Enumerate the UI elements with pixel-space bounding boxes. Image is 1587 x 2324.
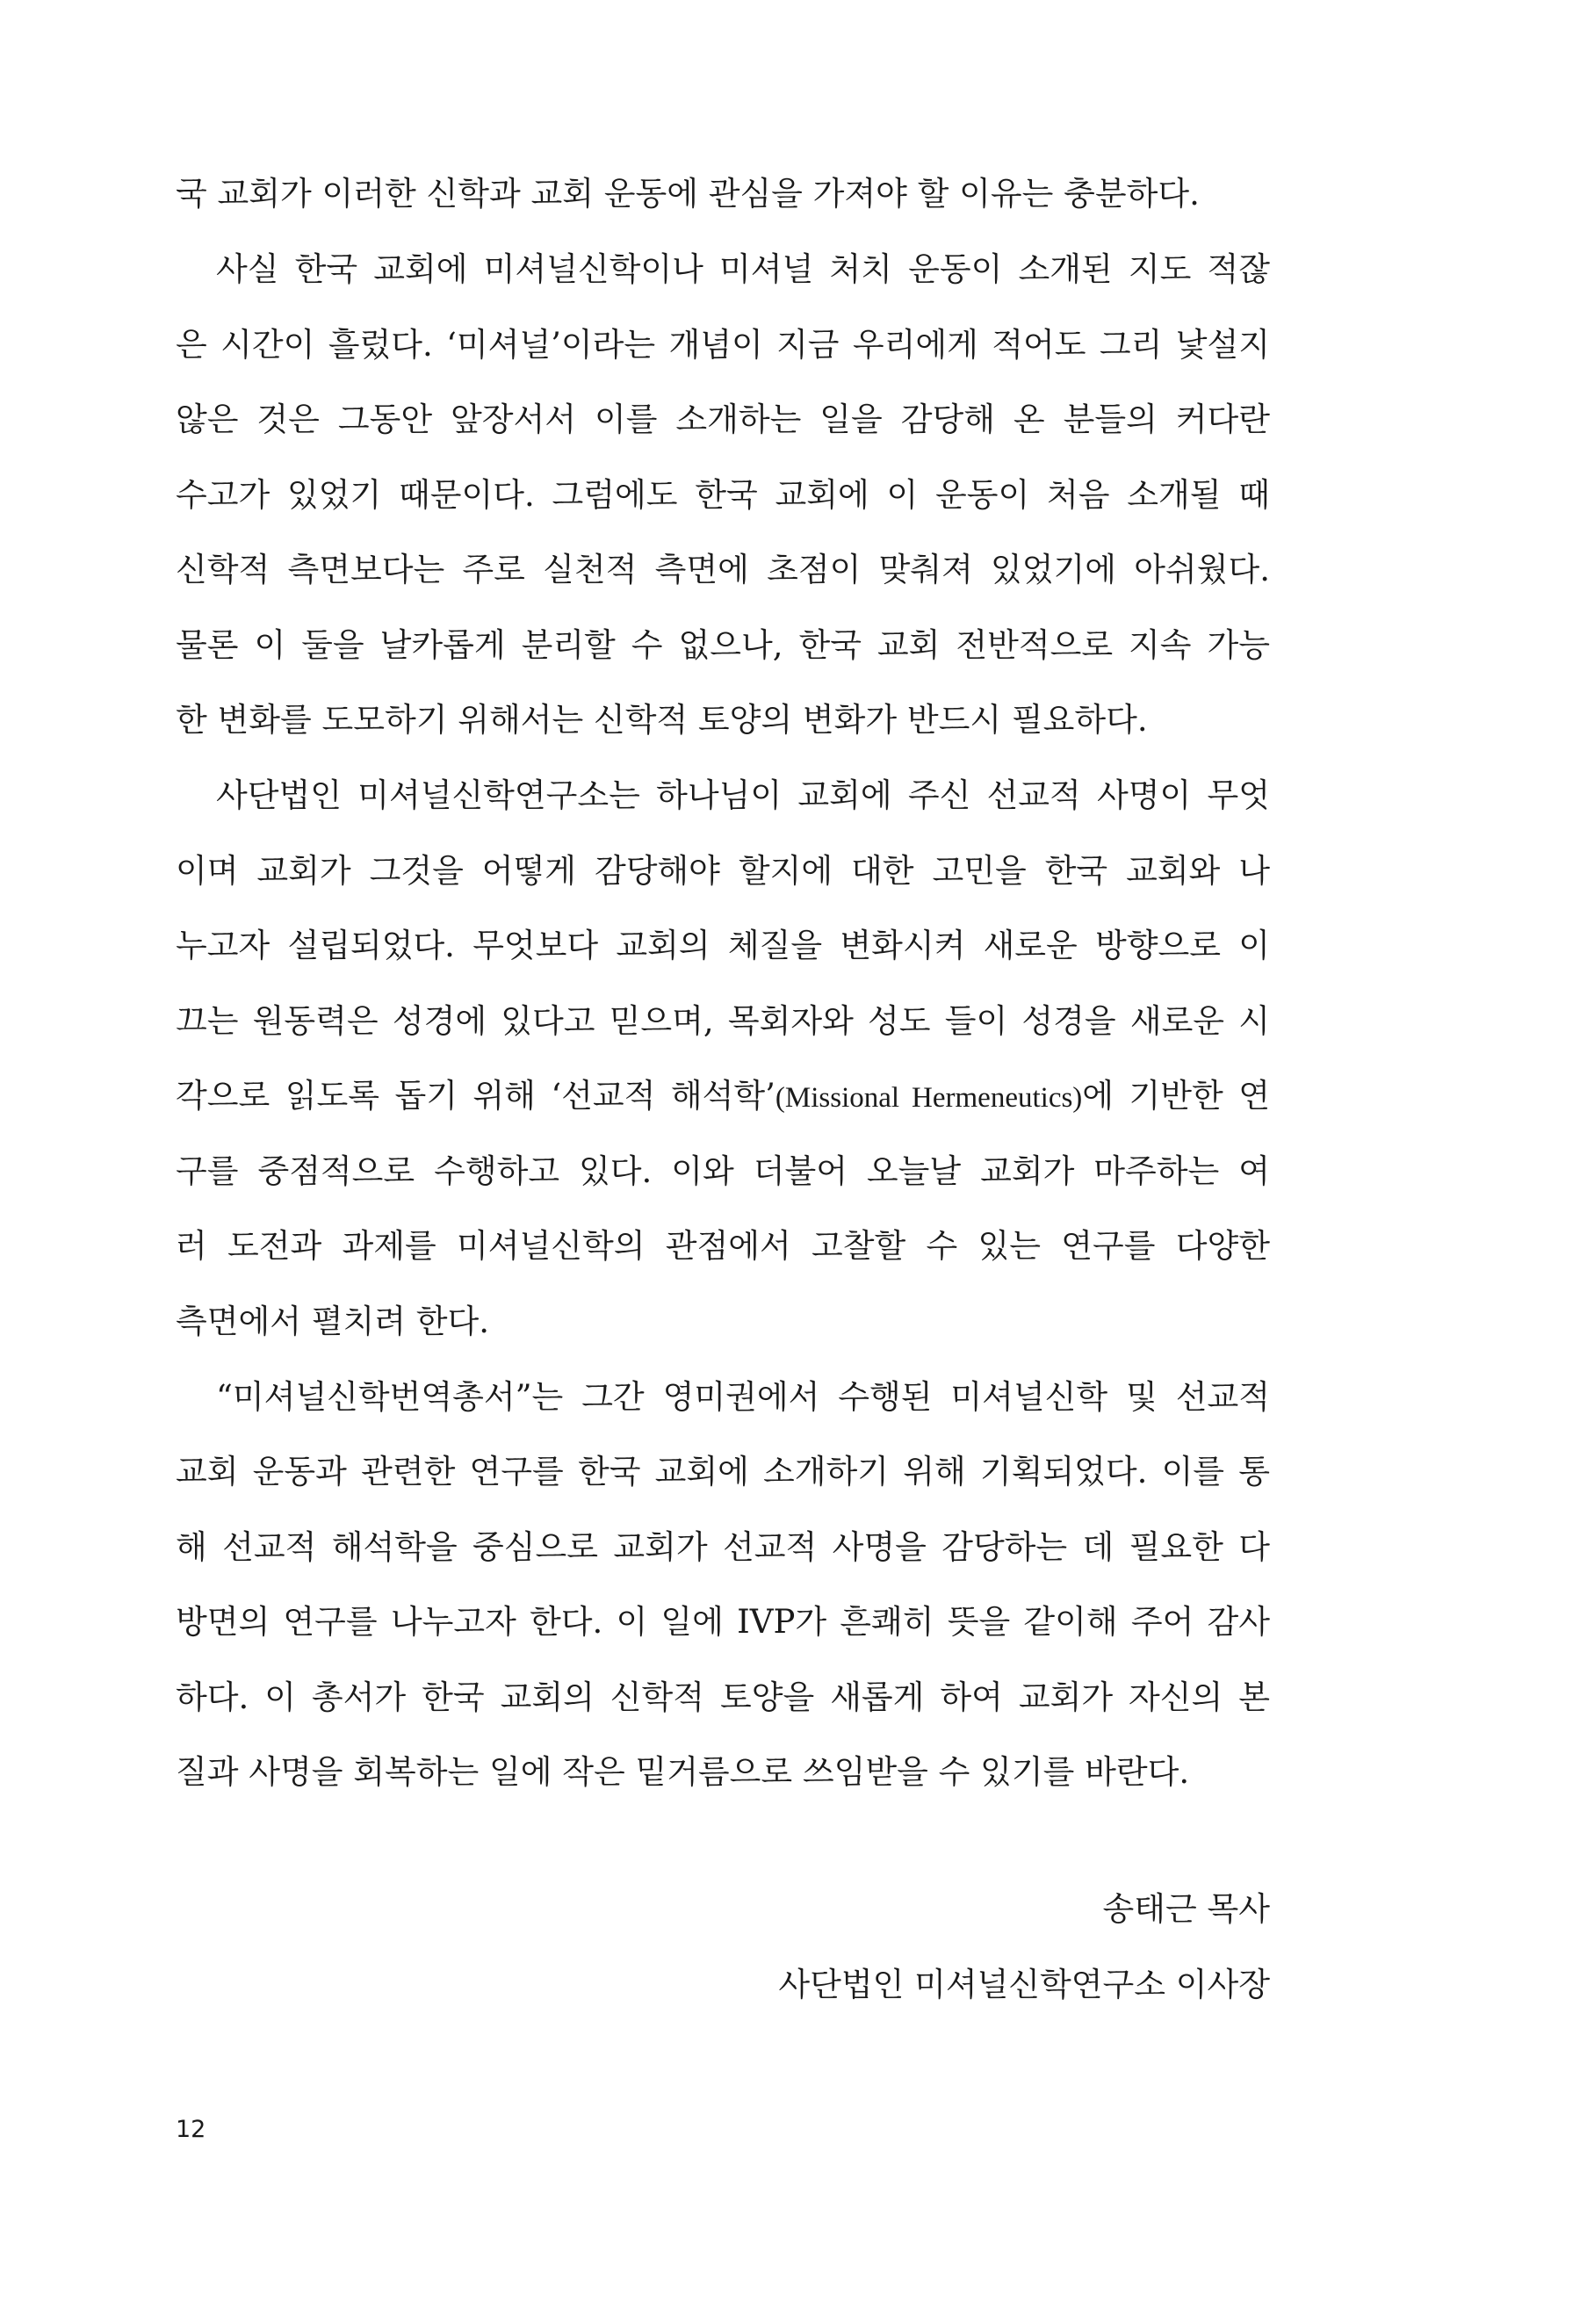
paragraph-line-mixed xyxy=(176,1061,1270,1131)
paragraph-line: 수고가 있었기 때문이다. 그럼에도 한국 교회에 이 운동이 처음 소개될 때 xyxy=(176,476,1270,514)
paragraph-line: 끄는 원동력은 성경에 있다고 믿으며, 목회자와 성도 들이 성경을 새로운 시 xyxy=(176,1002,1270,1040)
paragraph-line: 러 도전과 과제를 미셔널신학의 관점에서 고찰할 수 있는 연구를 다양한 xyxy=(176,1227,1270,1265)
paragraph-line: 해 선교적 해석학을 중심으로 교회가 선교적 사명을 감당하는 데 필요한 다 xyxy=(176,1528,1270,1566)
page-number: 12 xyxy=(176,2116,206,2143)
korean-text: 에 기반한 연 xyxy=(1082,1077,1270,1115)
korean-text: 각으로 읽도록 돕기 위해 ‘선교적 해석학’ xyxy=(176,1077,775,1115)
paragraph-line: 물론 이 둘을 날카롭게 분리할 수 없으나, 한국 교회 전반적으로 지속 가능 xyxy=(176,626,1270,664)
paragraph-line: 누고자 설립되었다. 무엇보다 교회의 체질을 변화시켜 새로운 방향으로 이 xyxy=(176,927,1270,964)
signature-name: 송태근 목사 xyxy=(1102,1890,1270,1928)
paragraph-line: 하다. 이 총서가 한국 교회의 신학적 토양을 새롭게 하여 교회가 자신의 본 xyxy=(176,1678,1270,1716)
paragraph-line: 구를 중점적으로 수행하고 있다. 이와 더불어 오늘날 교회가 마주하는 여 xyxy=(176,1152,1270,1190)
paragraph-line: 사실 한국 교회에 미셔널신학이나 미셔널 처치 운동이 소개된 지도 적잖 xyxy=(216,250,1270,288)
paragraph-line: 국 교회가 이러한 신학과 교회 운동에 관심을 가져야 할 이유는 충분하다. xyxy=(176,175,1200,213)
paragraph-line: 한 변화를 도모하기 위해서는 신학적 토양의 변화가 반드시 필요하다. xyxy=(176,701,1148,739)
paragraph-line: 방면의 연구를 나누고자 한다. 이 일에 IVP가 흔쾌히 뜻을 같이해 주어 감사 xyxy=(176,1603,1270,1641)
paragraph-line: “미셔널신학번역총서”는 그간 영미권에서 수행된 미셔널신학 및 선교적 xyxy=(216,1378,1270,1416)
latin-term: (Missional Hermeneutics) xyxy=(775,1082,1083,1114)
paragraph-line: 질과 사명을 회복하는 일에 작은 밑거름으로 쓰임받을 수 있기를 바란다. xyxy=(176,1753,1190,1791)
paragraph-line: 측면에서 펼치려 한다. xyxy=(176,1303,489,1340)
signature-title: 사단법인 미셔널신학연구소 이사장 xyxy=(778,1966,1270,2003)
paragraph-line: 이며 교회가 그것을 어떻게 감당해야 할지에 대한 고민을 한국 교회와 나 xyxy=(176,852,1270,890)
paragraph-line: 신학적 측면보다는 주로 실천적 측면에 초점이 맞춰져 있었기에 아쉬웠다. xyxy=(176,551,1270,588)
paragraph-line: 은 시간이 흘렀다. ‘미셔널’이라는 개념이 지금 우리에게 적어도 그리 낯설지 xyxy=(176,326,1270,364)
paragraph-line: 교회 운동과 관련한 연구를 한국 교회에 소개하기 위해 기획되었다. 이를 통 xyxy=(176,1453,1270,1490)
paragraph-line: 않은 것은 그동안 앞장서서 이를 소개하는 일을 감당해 온 분들의 커다란 xyxy=(176,401,1270,438)
paragraph-line: 사단법인 미셔널신학연구소는 하나님이 교회에 주신 선교적 사명이 무엇 xyxy=(216,776,1270,814)
